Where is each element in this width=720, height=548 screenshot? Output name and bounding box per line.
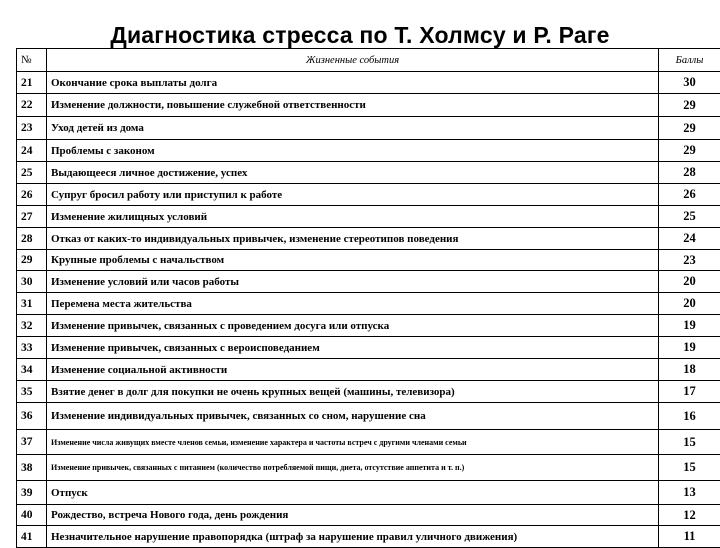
stress-table xyxy=(16,48,720,548)
row-number: 35 xyxy=(17,381,47,403)
row-number: 36 xyxy=(17,403,47,430)
table-row xyxy=(17,403,720,430)
row-points: 29 xyxy=(659,140,720,162)
table-row xyxy=(17,271,720,293)
table-row xyxy=(17,140,720,162)
row-number: 24 xyxy=(17,140,47,162)
row-number: 32 xyxy=(17,315,47,337)
row-event: Изменение должности, повышение служебной ответственности xyxy=(47,94,659,117)
row-event: Изменение индивидуальных привычек, связанных со сном, нарушение сна xyxy=(47,403,659,430)
row-event: Изменение жилищных условий xyxy=(47,206,659,228)
row-event: Окончание срока выплаты долга xyxy=(47,72,659,94)
row-points: 13 xyxy=(659,481,720,505)
table-row xyxy=(17,72,720,94)
table-row xyxy=(17,206,720,228)
row-points: 20 xyxy=(659,271,720,293)
row-event: Отпуск xyxy=(47,481,659,505)
table-row xyxy=(17,381,720,403)
table-row xyxy=(17,94,720,117)
row-number: 27 xyxy=(17,206,47,228)
row-points: 23 xyxy=(659,250,720,271)
row-event: Изменение привычек, связанных с проведением досуга или отпуска xyxy=(47,315,659,337)
table-row xyxy=(17,228,720,250)
row-points: 17 xyxy=(659,381,720,403)
table-row xyxy=(17,162,720,184)
row-points: 20 xyxy=(659,293,720,315)
row-points: 15 xyxy=(659,430,720,455)
header-number: № xyxy=(17,49,47,72)
table-row xyxy=(17,293,720,315)
row-event: Изменение привычек, связанных с вероисповеданием xyxy=(47,337,659,359)
row-number: 37 xyxy=(17,430,47,455)
row-event: Уход детей из дома xyxy=(47,117,659,140)
row-points: 29 xyxy=(659,94,720,117)
row-event: Перемена места жительства xyxy=(47,293,659,315)
header-points: Баллы xyxy=(659,49,720,72)
row-number: 28 xyxy=(17,228,47,250)
row-event: Рождество, встреча Нового года, день рождения xyxy=(47,505,659,526)
row-points: 18 xyxy=(659,359,720,381)
table-row xyxy=(17,117,720,140)
row-number: 40 xyxy=(17,505,47,526)
row-points: 15 xyxy=(659,455,720,481)
table-row xyxy=(17,481,720,505)
row-event: Изменение условий или часов работы xyxy=(47,271,659,293)
row-points: 25 xyxy=(659,206,720,228)
row-number: 25 xyxy=(17,162,47,184)
row-number: 33 xyxy=(17,337,47,359)
row-event: Незначительное нарушение правопорядка (штраф за нарушение правил уличного движения) xyxy=(47,526,659,548)
table-row xyxy=(17,250,720,271)
row-number: 23 xyxy=(17,117,47,140)
row-event: Изменение числа живущих вместе членов семьи, изменение характера и частоты встреч с другими членами семьи xyxy=(47,430,659,455)
row-number: 34 xyxy=(17,359,47,381)
row-points: 26 xyxy=(659,184,720,206)
row-event: Супруг бросил работу или приступил к работе xyxy=(47,184,659,206)
row-number: 22 xyxy=(17,94,47,117)
row-points: 16 xyxy=(659,403,720,430)
table-header-row xyxy=(17,49,720,72)
table-row xyxy=(17,359,720,381)
table-row xyxy=(17,315,720,337)
row-number: 21 xyxy=(17,72,47,94)
table-row xyxy=(17,184,720,206)
row-number: 29 xyxy=(17,250,47,271)
row-number: 26 xyxy=(17,184,47,206)
table-row xyxy=(17,337,720,359)
row-points: 24 xyxy=(659,228,720,250)
row-points: 30 xyxy=(659,72,720,94)
row-points: 29 xyxy=(659,117,720,140)
row-points: 12 xyxy=(659,505,720,526)
table-row xyxy=(17,430,720,455)
row-event: Отказ от каких-то индивидуальных привычек, изменение стереотипов поведения xyxy=(47,228,659,250)
table-row xyxy=(17,455,720,481)
row-event: Крупные проблемы с начальством xyxy=(47,250,659,271)
row-number: 41 xyxy=(17,526,47,548)
row-event: Изменение социальной активности xyxy=(47,359,659,381)
row-number: 38 xyxy=(17,455,47,481)
table-row xyxy=(17,526,720,548)
row-number: 31 xyxy=(17,293,47,315)
row-number: 30 xyxy=(17,271,47,293)
row-event: Выдающееся личное достижение, успех xyxy=(47,162,659,184)
row-points: 11 xyxy=(659,526,720,548)
row-points: 19 xyxy=(659,337,720,359)
row-number: 39 xyxy=(17,481,47,505)
table-row xyxy=(17,505,720,526)
row-event: Изменение привычек, связанных с питанием (количество потребляемой пищи, диета, отсутствие аппетита и т. п.) xyxy=(47,455,659,481)
row-event: Проблемы с законом xyxy=(47,140,659,162)
row-points: 28 xyxy=(659,162,720,184)
header-event: Жизненные события xyxy=(47,49,659,72)
row-points: 19 xyxy=(659,315,720,337)
page-title: Диагностика стресса по Т. Холмсу и Р. Раге xyxy=(0,22,720,49)
row-event: Взятие денег в долг для покупки не очень крупных вещей (машины, телевизора) xyxy=(47,381,659,403)
